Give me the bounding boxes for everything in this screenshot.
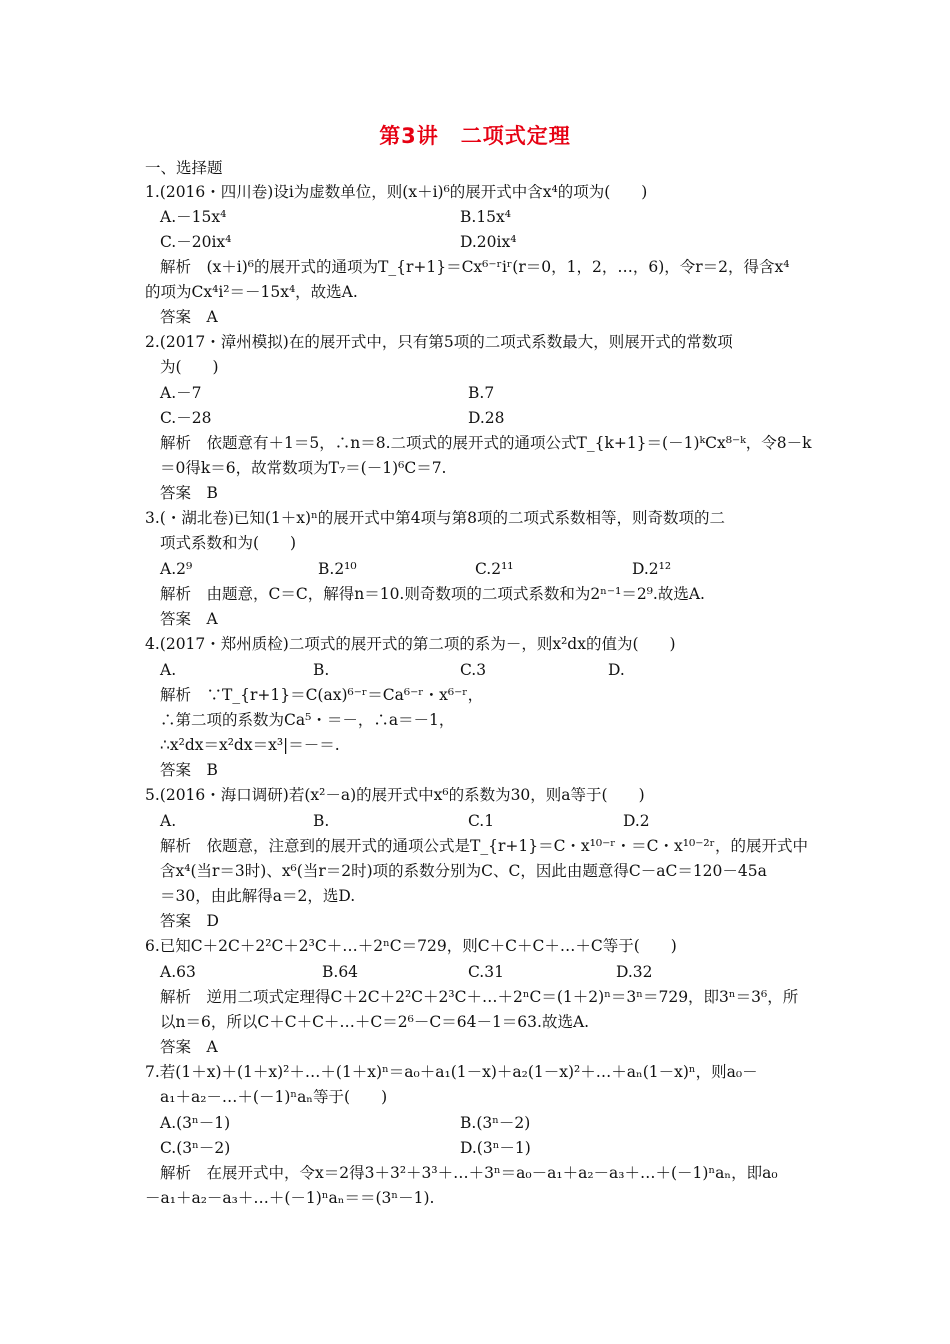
q5-stem: 5.(2016・海口调研)若(x²－a)的展开式中x⁶的系数为30，则a等于( ) xyxy=(145,786,645,804)
q5-answer: 答案 D xyxy=(160,912,219,930)
q2-solution-line1: 解析 依题意有＋1＝5，∴n＝8.二项式的展开式的通项公式T_{k+1}＝(－1)ᵏCx⁸⁻ᵏ，令8－k xyxy=(160,434,812,452)
q2-option-c: C.－28 xyxy=(160,409,212,427)
q2-option-a: A.－7 xyxy=(160,384,202,402)
q6-solution-line1: 解析 逆用二项式定理得C＋2C＋2²C＋2³C＋…＋2ⁿC＝(1＋2)ⁿ＝3ⁿ＝729，即3ⁿ＝3⁶，所 xyxy=(160,988,799,1006)
q4-solution-line1: 解析 ∵T_{r+1}＝C(ax)⁶⁻ʳ＝Ca⁶⁻ʳ・x⁶⁻ʳ， xyxy=(160,686,484,704)
q5-option-a: A. xyxy=(160,812,177,830)
q3-answer: 答案 A xyxy=(160,610,218,628)
q2-stem-line2: 为( ) xyxy=(160,358,219,376)
q4-option-c: C.3 xyxy=(460,661,487,679)
q5-solution-line3: ＝30，由此解得a＝2，选D. xyxy=(160,887,356,905)
q1-option-d: D.20ix⁴ xyxy=(460,233,517,251)
q2-option-d: D.28 xyxy=(468,409,505,427)
q5-option-b: B. xyxy=(313,812,330,830)
q4-option-b: B. xyxy=(313,661,330,679)
q1-option-c: C.－20ix⁴ xyxy=(160,233,232,251)
q6-option-d: D.32 xyxy=(616,963,653,981)
q4-option-a: A. xyxy=(160,661,177,679)
q1-solution-line2: 的项为Cx⁴i²＝－15x⁴，故选A. xyxy=(145,283,358,301)
q3-stem-line2: 项式系数和为( ) xyxy=(160,534,297,552)
q6-option-a: A.63 xyxy=(160,963,196,981)
q7-option-a: A.(3ⁿ－1) xyxy=(160,1114,231,1132)
q1-solution-line1: 解析 (x＋i)⁶的展开式的通项为T_{r+1}＝Cx⁶⁻ʳiʳ(r＝0，1，2，…，6)，令r＝2，得含x⁴ xyxy=(160,258,790,276)
q3-option-b: B.2¹⁰ xyxy=(318,560,357,578)
q7-solution-line2: －a₁＋a₂－a₃＋…＋(－1)ⁿaₙ＝＝(3ⁿ－1). xyxy=(145,1189,435,1207)
q6-option-c: C.31 xyxy=(468,963,504,981)
q4-stem: 4.(2017・郑州质检)二项式的展开式的第二项的系为－，则x²dx的值为( ) xyxy=(145,635,676,653)
q3-solution-line1: 解析 由题意，C＝C，解得n＝10.则奇数项的二项式系数和为2ⁿ⁻¹＝2⁹.故选A. xyxy=(160,585,705,603)
q7-option-d: D.(3ⁿ－1) xyxy=(460,1139,531,1157)
q7-stem-line1: 7.若(1＋x)＋(1＋x)²＋…＋(1＋x)ⁿ＝a₀＋a₁(1－x)＋a₂(1－x)²＋…＋aₙ(1－x)ⁿ，则a₀－ xyxy=(145,1063,758,1081)
q7-option-b: B.(3ⁿ－2) xyxy=(460,1114,531,1132)
q3-option-d: D.2¹² xyxy=(632,560,672,578)
q3-stem-line1: 3.(・湖北卷)已知(1＋x)ⁿ的展开式中第4项与第8项的二项式系数相等，则奇数项的二 xyxy=(145,509,726,527)
q7-option-c: C.(3ⁿ－2) xyxy=(160,1139,231,1157)
q4-solution-line2: ∴第二项的系数为Ca⁵・＝－，∴a＝－1， xyxy=(160,711,455,729)
q6-option-b: B.64 xyxy=(322,963,359,981)
q5-option-d: D.2 xyxy=(623,812,650,830)
q1-option-a: A.－15x⁴ xyxy=(160,208,227,226)
q7-solution-line1: 解析 在展开式中，令x＝2得3＋3²＋3³＋…＋3ⁿ＝a₀－a₁＋a₂－a₃＋…＋(－1)ⁿaₙ，即a₀ xyxy=(160,1164,778,1182)
q2-solution-line2: ＝0得k＝6，故常数项为T₇＝(－1)⁶C＝7. xyxy=(160,459,447,477)
q1-option-b: B.15x⁴ xyxy=(460,208,511,226)
q2-stem-line1: 2.(2017・漳州模拟)在的展开式中，只有第5项的二项式系数最大，则展开式的常数项 xyxy=(145,333,733,351)
q3-option-a: A.2⁹ xyxy=(160,560,193,578)
q2-answer: 答案 B xyxy=(160,484,218,502)
q5-solution-line1: 解析 依题意，注意到的展开式的通项公式是T_{r+1}＝C・x¹⁰⁻ʳ・＝C・x¹⁰⁻²ʳ，的展开式中 xyxy=(160,837,808,855)
section-heading: 一、选择题 xyxy=(145,159,223,177)
q4-solution-line3: ∴x²dx＝x²dx＝x³|＝－＝. xyxy=(160,736,340,754)
q5-solution-line2: 含x⁴(当r＝3时)、x⁶(当r＝2时)项的系数分别为C、C，因此由题意得C－aC＝120－45a xyxy=(160,862,767,880)
q5-option-c: C.1 xyxy=(468,812,495,830)
q6-solution-line2: 以n＝6，所以C＋C＋C＋…＋C＝2⁶－C＝64－1＝63.故选A. xyxy=(160,1013,590,1031)
q4-answer: 答案 B xyxy=(160,761,218,779)
q6-stem: 6.已知C＋2C＋2²C＋2³C＋…＋2ⁿC＝729，则C＋C＋C＋…＋C等于( ) xyxy=(145,937,677,955)
page-title: 第3讲 二项式定理 xyxy=(379,124,571,148)
q4-option-d: D. xyxy=(608,661,625,679)
q7-stem-line2: a₁＋a₂－…＋(－1)ⁿaₙ等于( ) xyxy=(160,1088,388,1106)
q6-answer: 答案 A xyxy=(160,1038,218,1056)
q3-option-c: C.2¹¹ xyxy=(475,560,514,578)
q1-answer: 答案 A xyxy=(160,308,218,326)
q1-stem: 1.(2016・四川卷)设i为虚数单位，则(x＋i)⁶的展开式中含x⁴的项为( ) xyxy=(145,183,648,201)
q2-option-b: B.7 xyxy=(468,384,495,402)
